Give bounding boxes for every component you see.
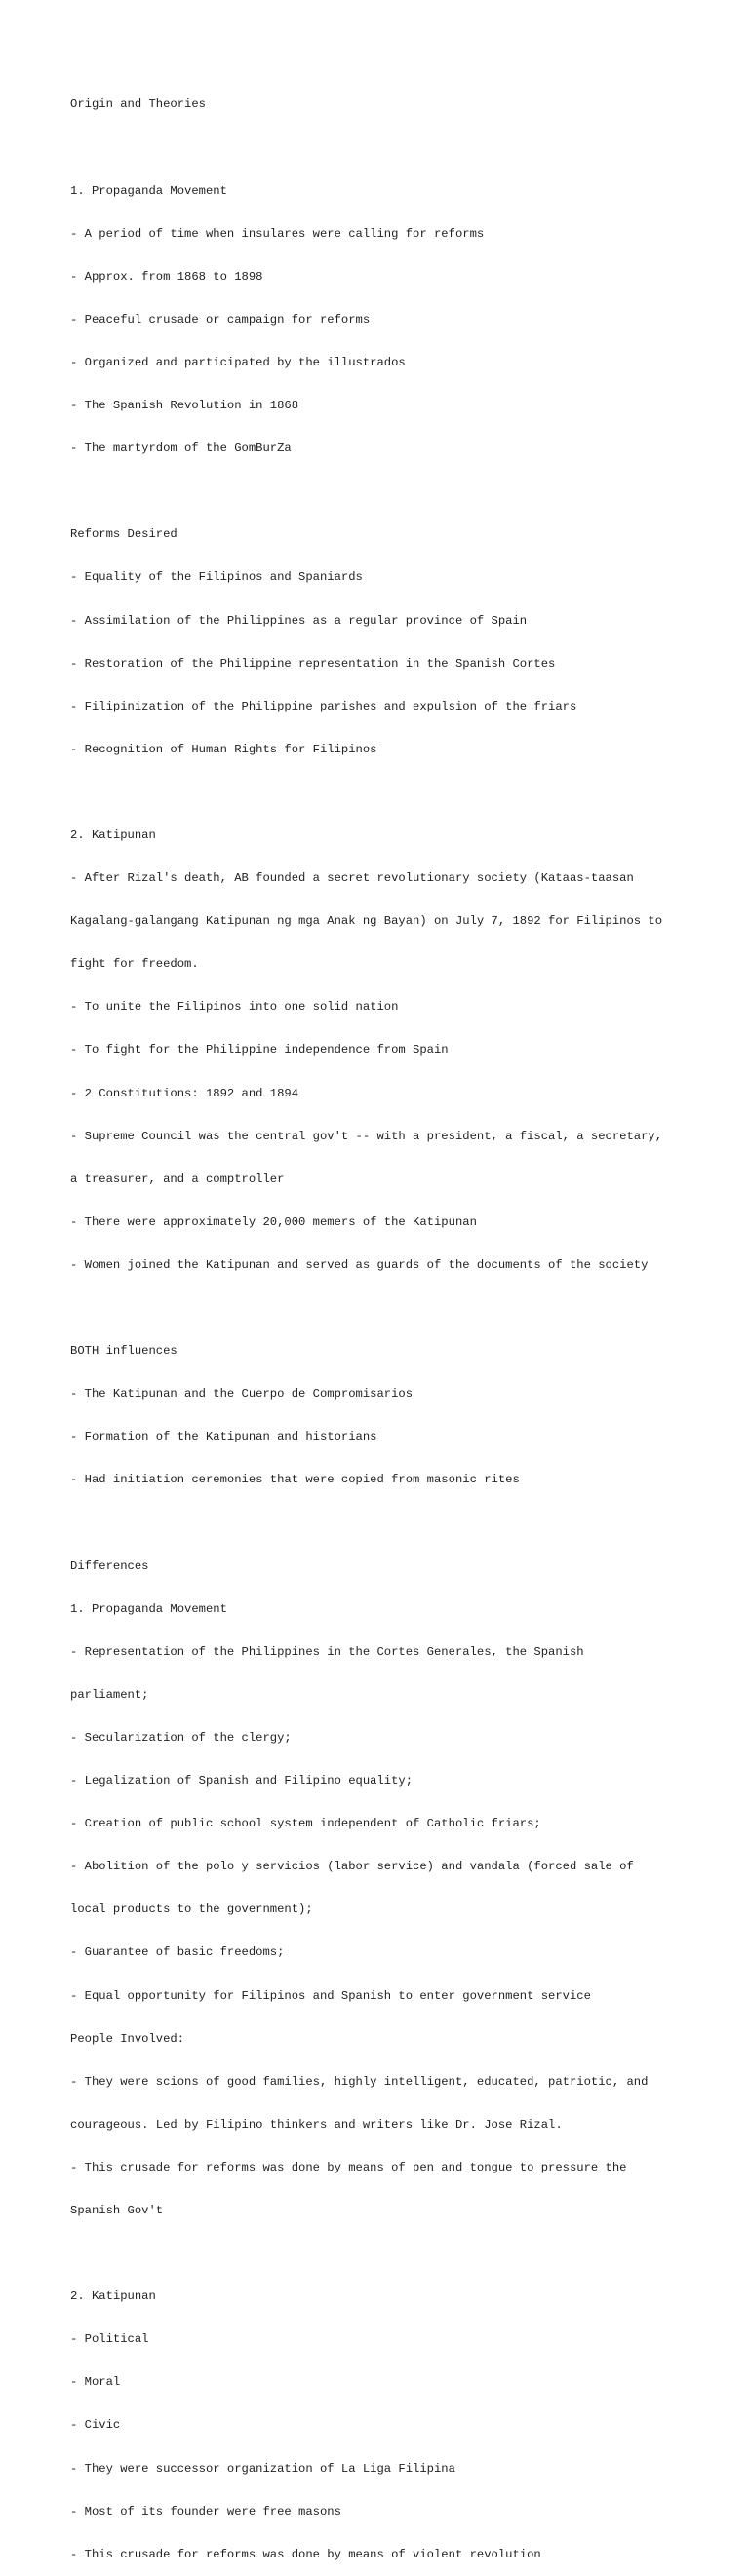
text-line: - Organized and participated by the illustrados (70, 355, 406, 369)
text-line: local products to the government); (70, 1903, 313, 1917)
text-line: - Recognition of Human Rights for Filipinos (70, 742, 377, 756)
text-line: - Legalization of Spanish and Filipino equality; (70, 1774, 414, 1788)
section-heading-differences: Differences (70, 1558, 149, 1573)
text-line: - The Spanish Revolution in 1868 (70, 399, 299, 413)
blank-line (70, 484, 714, 499)
text-line: - Approx. from 1868 to 1898 (70, 269, 263, 284)
text-line: - Had initiation ceremonies that were copied from masonic rites (70, 1473, 520, 1487)
text-line: - They were successor organization of La Liga Filipina (70, 2461, 455, 2476)
text-line: - Representation of the Philippines in the Cortes Generales, the Spanish (70, 1644, 584, 1659)
document-page (70, 69, 714, 2576)
text-line: - 2 Constitutions: 1892 and 1894 (70, 1086, 299, 1100)
text-line: - Assimilation of the Philippines as a regular province of Spain (70, 613, 528, 628)
text-line: parliament; (70, 1687, 149, 1702)
blank-line (70, 1301, 714, 1316)
doc-title: Origin and Theories (70, 97, 206, 112)
text-line: - To unite the Filipinos into one solid nation (70, 1000, 399, 1015)
text-line: fight for freedom. (70, 957, 199, 972)
text-line: - Equality of the Filipinos and Spaniards (70, 570, 363, 585)
people-involved-heading: People Involved: (70, 2031, 185, 2046)
text-line: - There were approximately 20,000 memers of the Katipunan (70, 1214, 477, 1229)
text-line: - Women joined the Katipunan and served as guards of the documents of the society (70, 1257, 649, 1272)
text-line: - Civic (70, 2418, 121, 2433)
text-line: - Restoration of the Philippine representation in the Spanish Cortes (70, 656, 556, 671)
text-line: - The martyrdom of the GomBurZa (70, 442, 292, 456)
text-line: - Secularization of the clergy; (70, 1730, 292, 1745)
text-line: courageous. Led by Filipino thinkers and writers like Dr. Jose Rizal. (70, 2117, 563, 2132)
section-heading-propaganda: 1. Propaganda Movement (70, 183, 227, 198)
subsection-heading-propaganda: 1. Propaganda Movement (70, 1601, 227, 1616)
blank-line (70, 786, 714, 800)
text-line: - Moral (70, 2375, 121, 2390)
text-line: - Formation of the Katipunan and historians (70, 1430, 377, 1444)
text-line: Spanish Gov't (70, 2204, 164, 2217)
subsection-heading-katipunan: 2. Katipunan (70, 2289, 156, 2304)
text-line: - This crusade for reforms was done by means of violent revolution (70, 2547, 541, 2561)
text-line: - Political (70, 2332, 149, 2347)
text-line: - Peaceful crusade or campaign for reforms (70, 312, 371, 327)
blank-line (70, 141, 714, 156)
text-line: - Guarantee of basic freedoms; (70, 1945, 285, 1960)
text-line: - A period of time when insulares were calling for reforms (70, 226, 485, 241)
text-line: - Most of its founder were free masons (70, 2504, 341, 2518)
text-line: - Abolition of the polo y servicios (labor service) and vandala (forced sale of (70, 1860, 634, 1874)
text-line: - After Rizal's death, AB founded a secret revolutionary society (Kataas-taasan (70, 871, 634, 886)
text-line: - Creation of public school system independent of Catholic friars; (70, 1817, 541, 1831)
text-line: Kagalang-galangang Katipunan ng mga Anak ng Bayan) on July 7, 1892 for Filipinos to (70, 914, 663, 929)
text-line: - This crusade for reforms was done by means of pen and tongue to pressure the (70, 2160, 627, 2174)
text-line: - Equal opportunity for Filipinos and Spanish to enter government service (70, 1988, 591, 2003)
text-line: - To fight for the Philippine independence from Spain (70, 1043, 449, 1057)
text-line: - Supreme Council was the central gov't -- with a president, a fiscal, a secretary, (70, 1129, 663, 1143)
blank-line (70, 1517, 714, 1531)
text-line: - Filipinization of the Philippine parishes and expulsion of the friars (70, 699, 577, 713)
blank-line (70, 2247, 714, 2261)
section-heading-reforms: Reforms Desired (70, 527, 177, 542)
section-heading-both: BOTH influences (70, 1344, 177, 1359)
text-line: - They were scions of good families, highly intelligent, educated, patriotic, and (70, 2074, 649, 2089)
section-heading-katipunan: 2. Katipunan (70, 828, 156, 842)
text-line: - The Katipunan and the Cuerpo de Compromisarios (70, 1387, 414, 1402)
text-line: a treasurer, and a comptroller (70, 1172, 285, 1186)
